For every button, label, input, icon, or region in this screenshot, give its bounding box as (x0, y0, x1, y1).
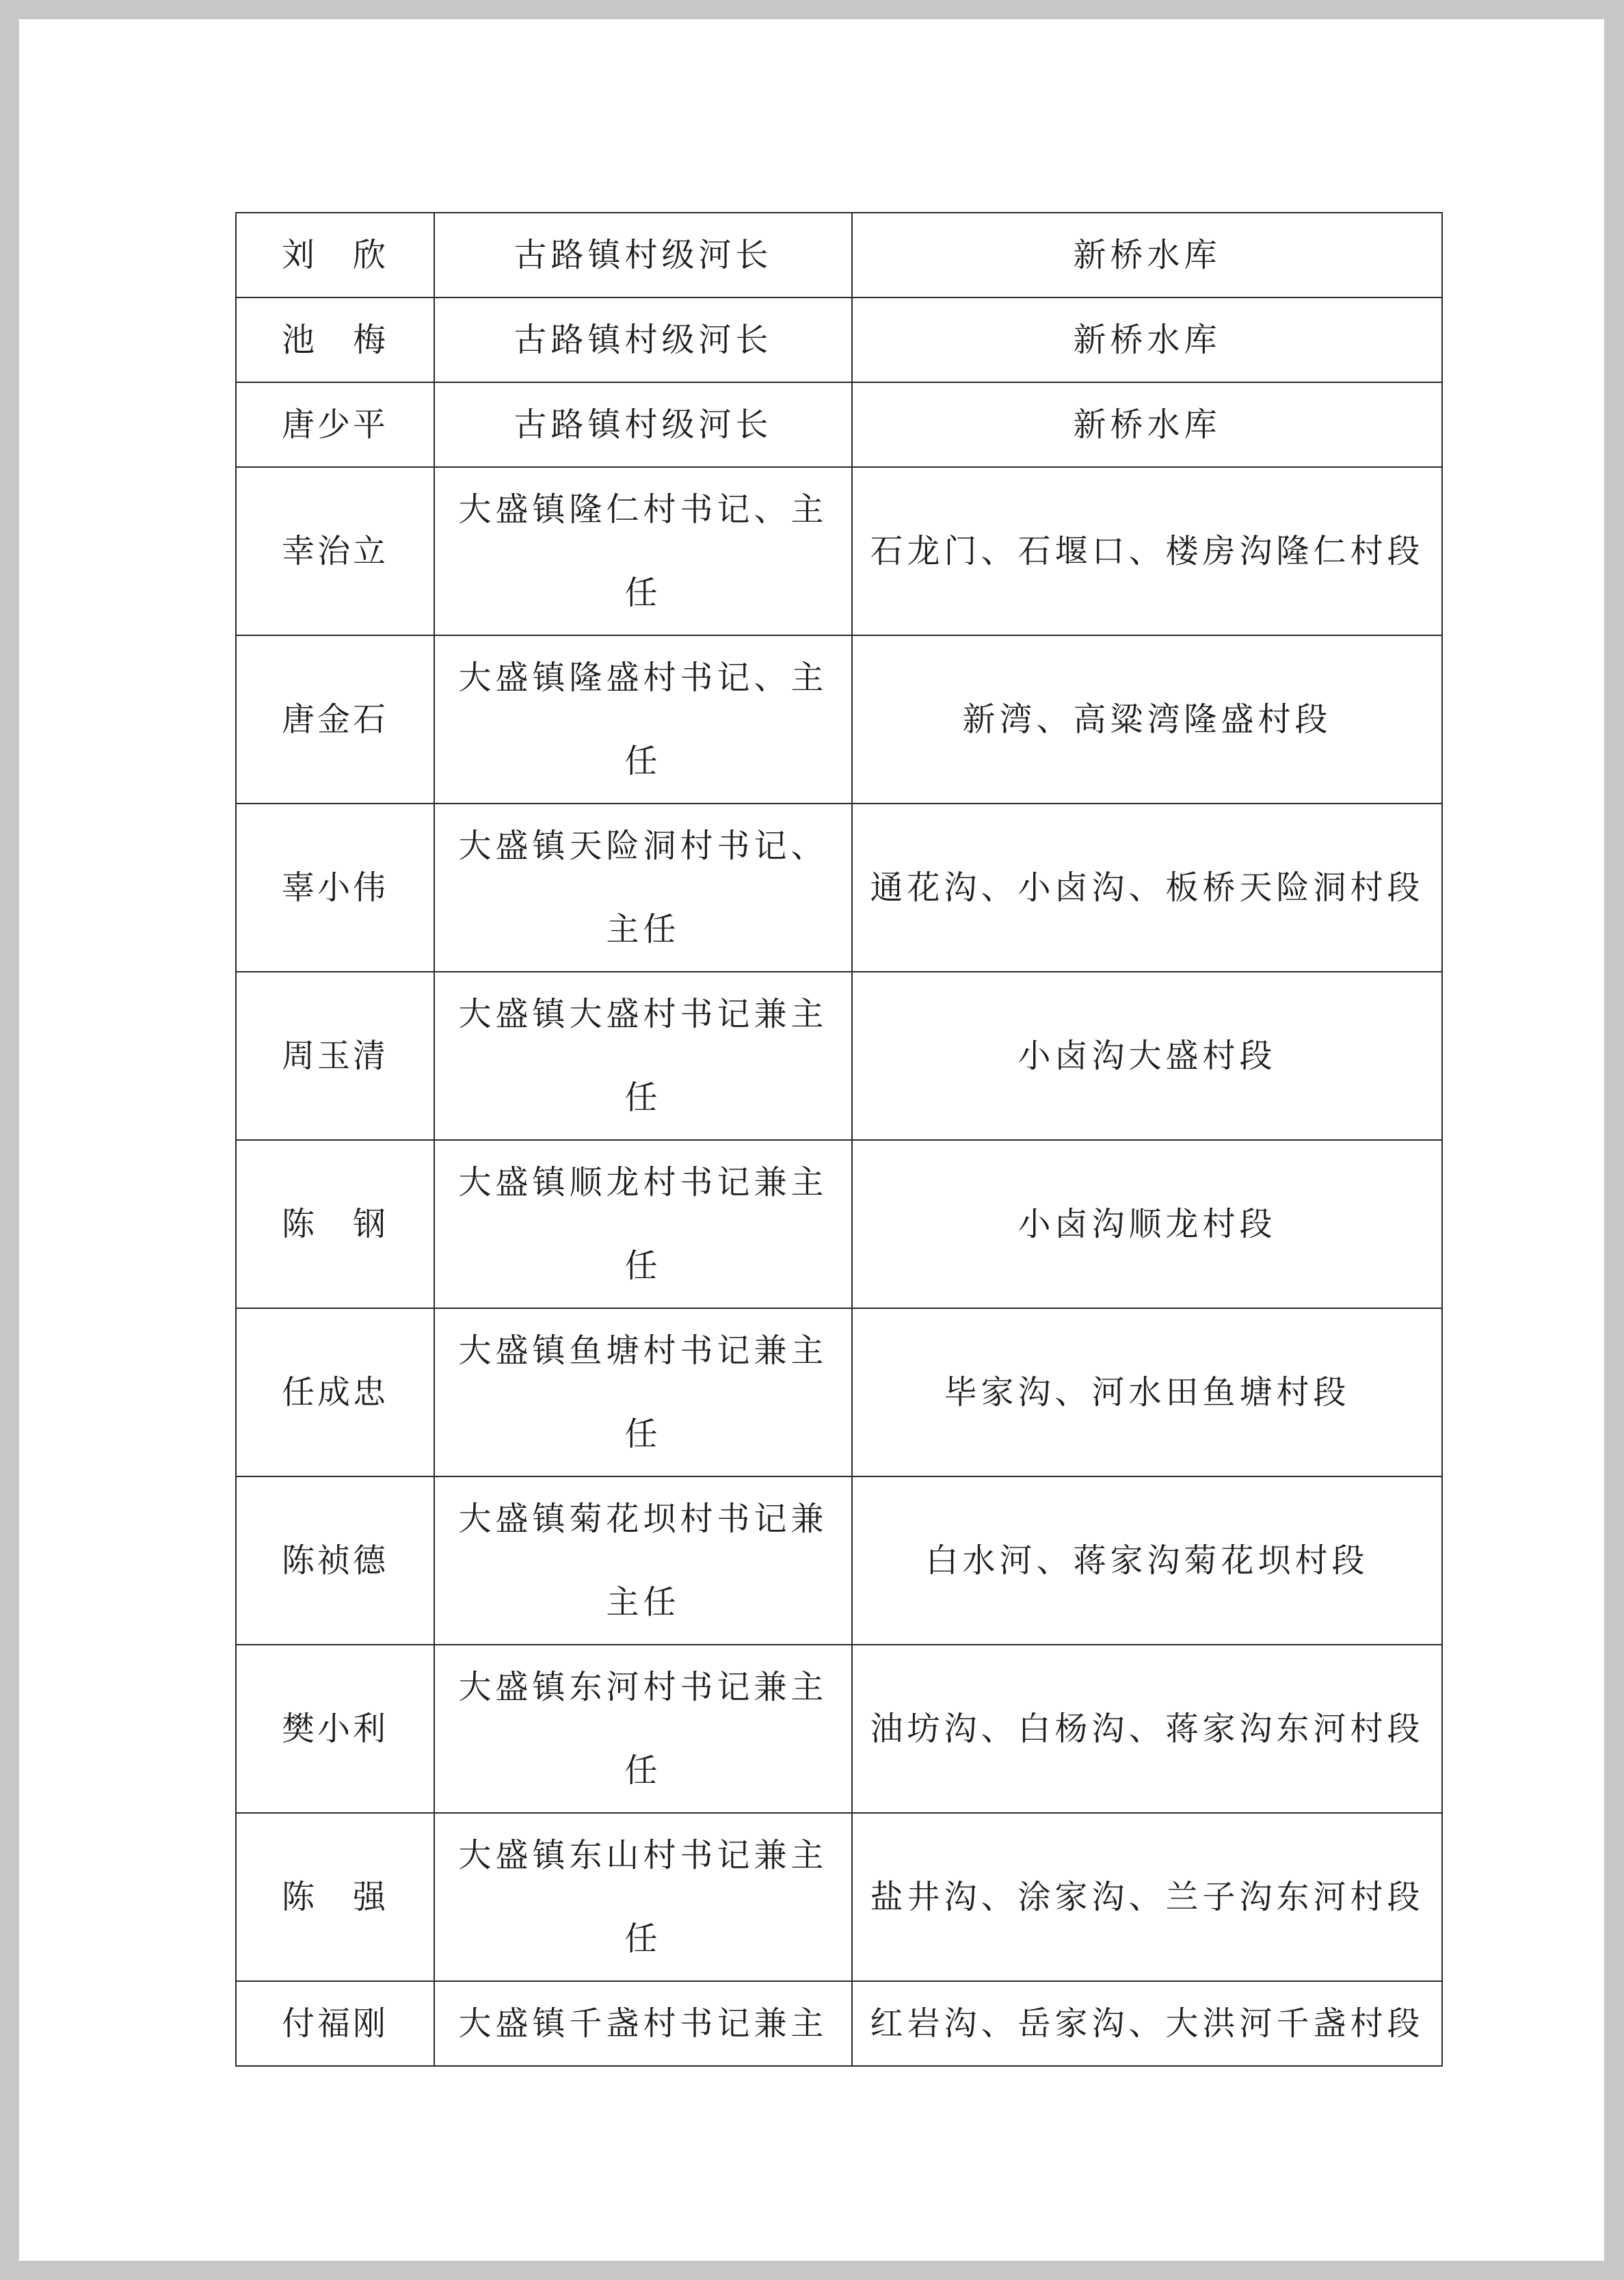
document-page (19, 19, 1604, 2261)
role-cell: 古路镇村级河长 (434, 213, 852, 297)
name-cell: 陈祯德 (236, 1476, 434, 1645)
name-cell: 樊小利 (236, 1645, 434, 1813)
table-row (236, 1645, 1442, 1813)
name-cell: 陈 强 (236, 1813, 434, 1981)
table-row (236, 804, 1442, 972)
table-row (236, 972, 1442, 1140)
role-cell: 大盛镇菊花坝村书记兼主任 (434, 1476, 852, 1645)
table-row (236, 635, 1442, 804)
role-cell: 大盛镇顺龙村书记兼主任 (434, 1140, 852, 1308)
river-section-cell: 新桥水库 (852, 213, 1442, 297)
role-cell: 大盛镇东山村书记兼主任 (434, 1813, 852, 1981)
name-cell: 唐少平 (236, 382, 434, 467)
river-section-cell: 小卤沟顺龙村段 (852, 1140, 1442, 1308)
name-cell: 刘 欣 (236, 213, 434, 297)
river-section-cell: 白水河、蒋家沟菊花坝村段 (852, 1476, 1442, 1645)
table-row (236, 297, 1442, 382)
name-cell: 唐金石 (236, 635, 434, 804)
name-cell: 周玉清 (236, 972, 434, 1140)
name-cell: 辜小伟 (236, 804, 434, 972)
role-cell: 大盛镇千盏村书记兼主 (434, 1981, 852, 2066)
river-section-cell: 新桥水库 (852, 382, 1442, 467)
river-section-cell: 盐井沟、涂家沟、兰子沟东河村段 (852, 1813, 1442, 1981)
river-section-cell: 石龙门、石堰口、楼房沟隆仁村段 (852, 467, 1442, 635)
river-section-cell: 新湾、高粱湾隆盛村段 (852, 635, 1442, 804)
river-section-cell: 油坊沟、白杨沟、蒋家沟东河村段 (852, 1645, 1442, 1813)
name-cell: 陈 钢 (236, 1140, 434, 1308)
name-cell: 付福刚 (236, 1981, 434, 2066)
river-chief-table (235, 212, 1443, 2067)
river-section-cell: 红岩沟、岳家沟、大洪河千盏村段 (852, 1981, 1442, 2066)
role-cell: 大盛镇隆盛村书记、主任 (434, 635, 852, 804)
table-row (236, 467, 1442, 635)
name-cell: 幸治立 (236, 467, 434, 635)
role-cell: 大盛镇天险洞村书记、主任 (434, 804, 852, 972)
role-cell: 大盛镇东河村书记兼主任 (434, 1645, 852, 1813)
river-section-cell: 通花沟、小卤沟、板桥天险洞村段 (852, 804, 1442, 972)
table-row (236, 1813, 1442, 1981)
river-section-cell: 小卤沟大盛村段 (852, 972, 1442, 1140)
role-cell: 大盛镇大盛村书记兼主任 (434, 972, 852, 1140)
river-section-cell: 毕家沟、河水田鱼塘村段 (852, 1308, 1442, 1476)
table-row (236, 213, 1442, 297)
name-cell: 池 梅 (236, 297, 434, 382)
role-cell: 古路镇村级河长 (434, 297, 852, 382)
table-row (236, 1140, 1442, 1308)
table-row (236, 1476, 1442, 1645)
river-section-cell: 新桥水库 (852, 297, 1442, 382)
name-cell: 任成忠 (236, 1308, 434, 1476)
role-cell: 大盛镇鱼塘村书记兼主任 (434, 1308, 852, 1476)
table-row (236, 382, 1442, 467)
table-row (236, 1308, 1442, 1476)
table-row (236, 1981, 1442, 2066)
role-cell: 大盛镇隆仁村书记、主任 (434, 467, 852, 635)
role-cell: 古路镇村级河长 (434, 382, 852, 467)
